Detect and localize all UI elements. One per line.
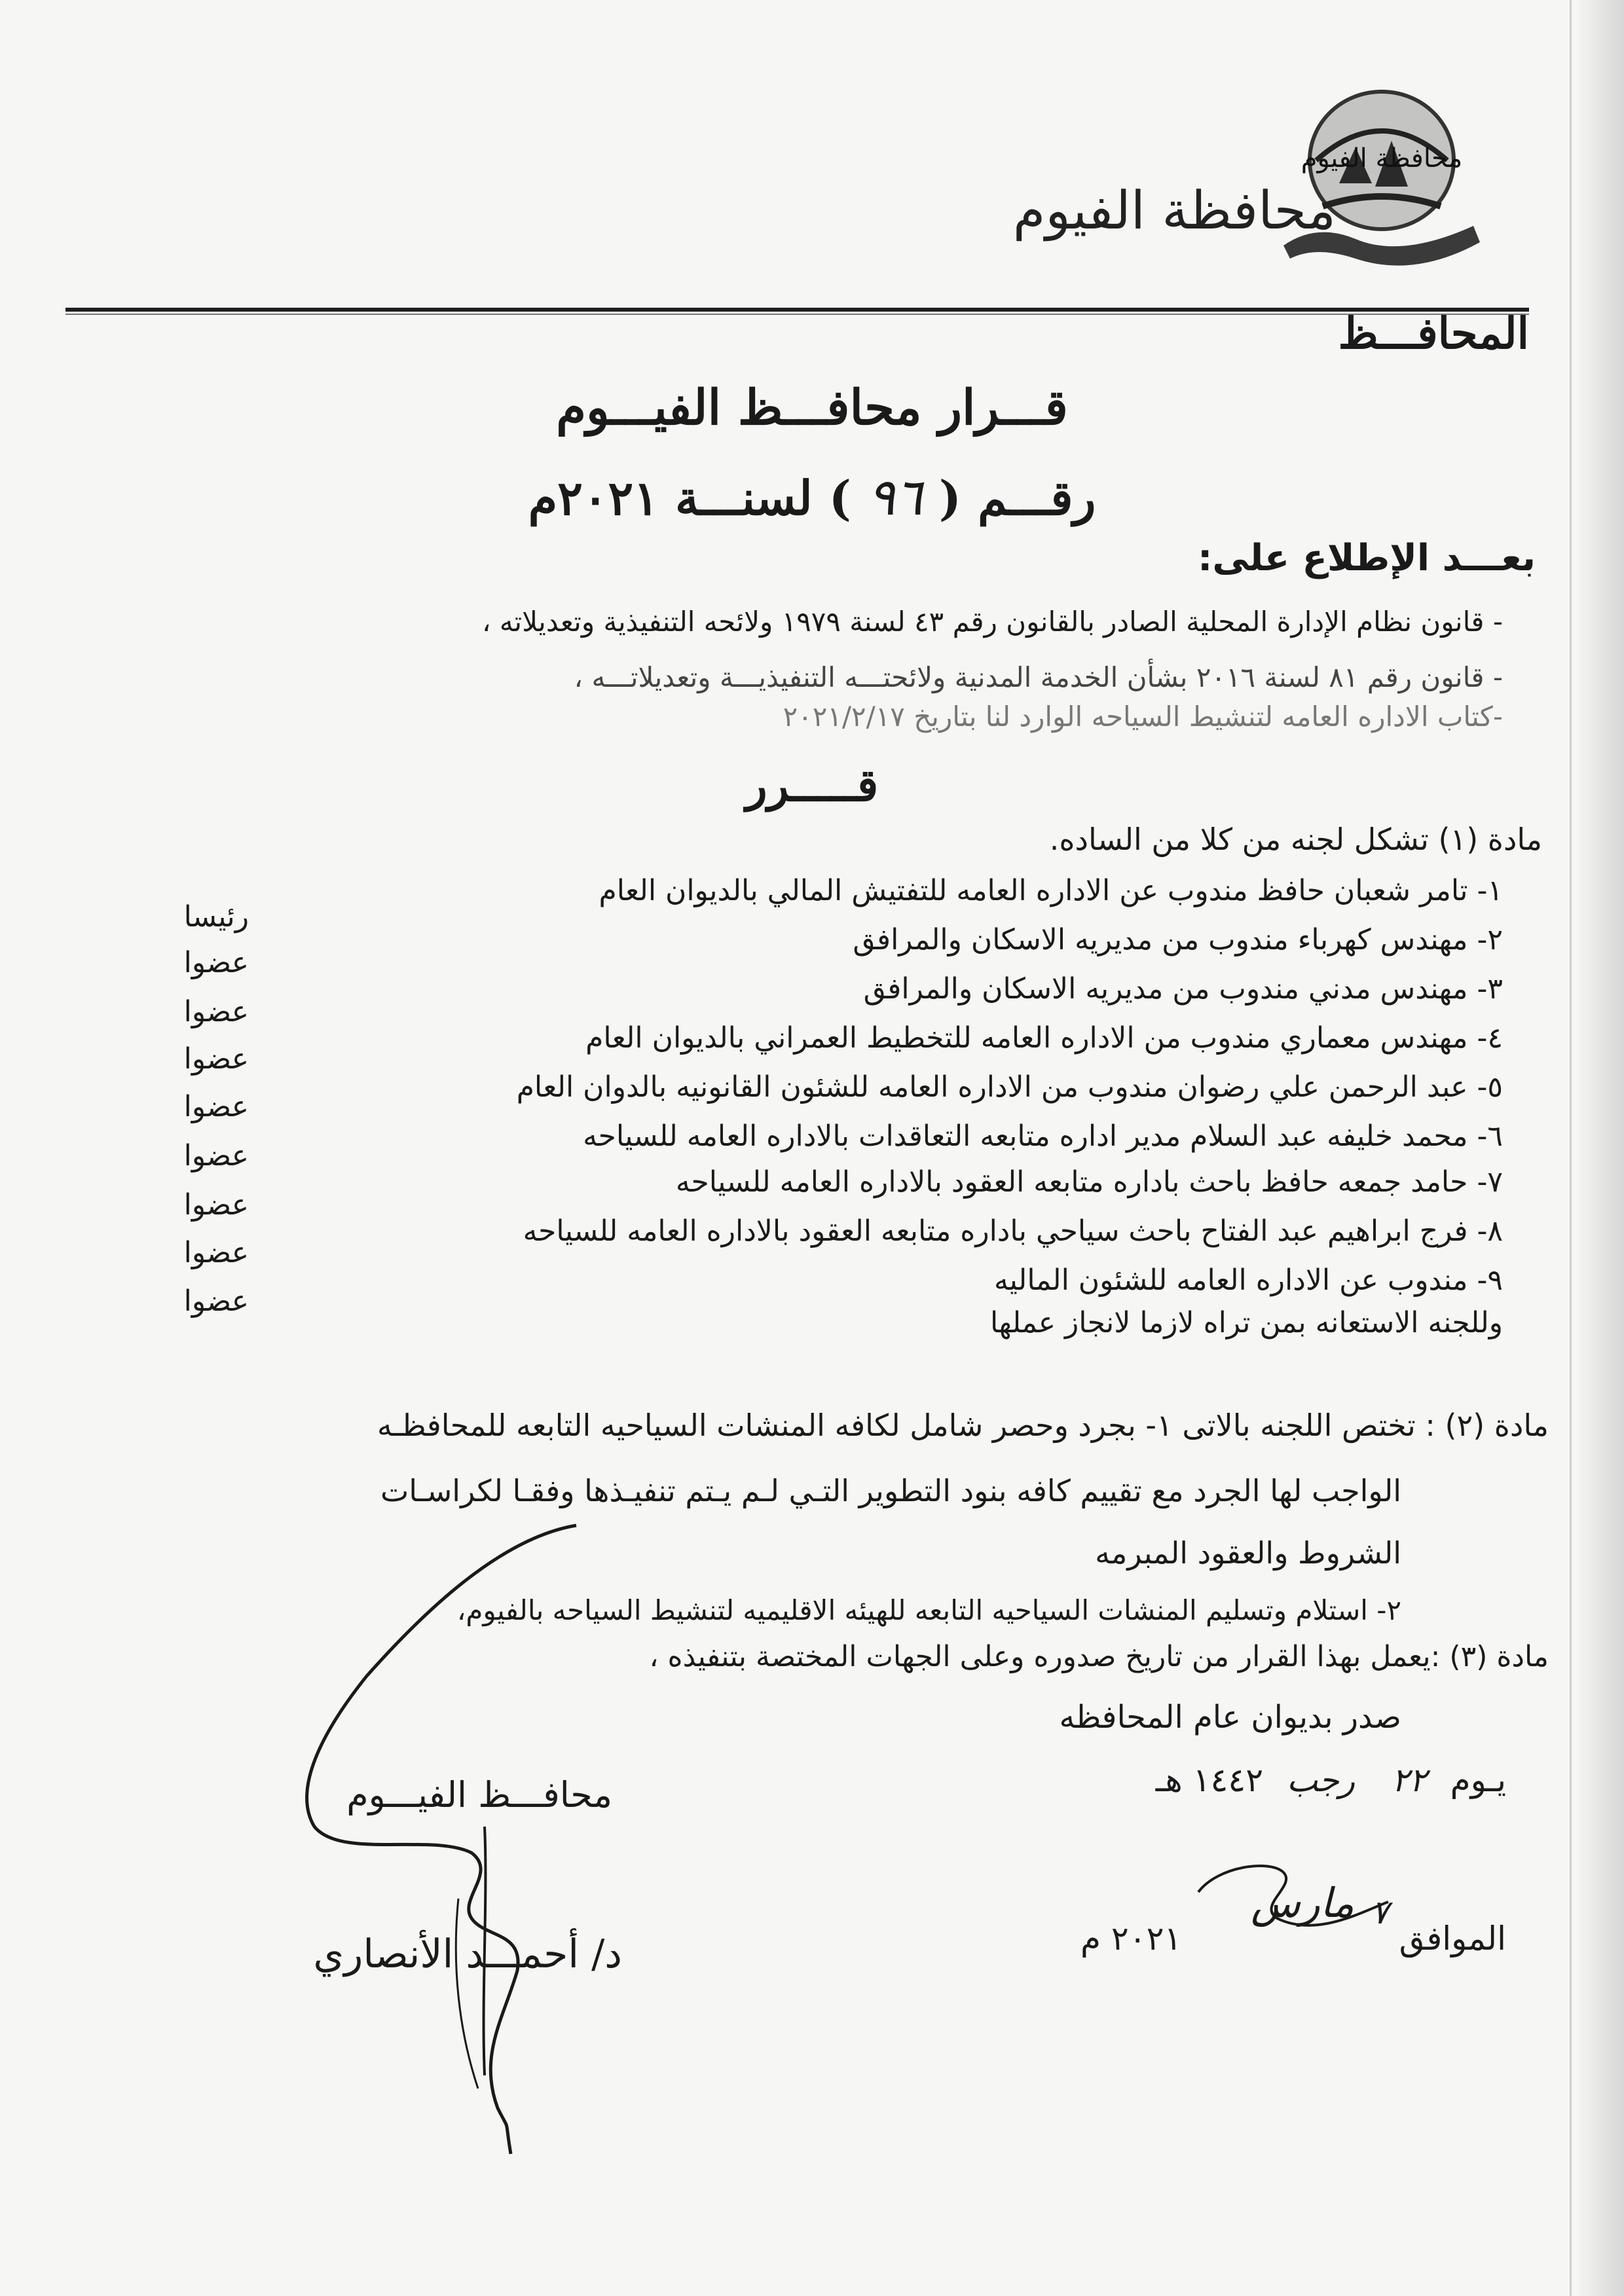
member-role: عضوا bbox=[183, 1042, 249, 1076]
hijri-date bbox=[1156, 1761, 1506, 1799]
member-role: عضوا bbox=[183, 1139, 249, 1173]
scan-edge bbox=[1578, 0, 1624, 2296]
hijri-day: ٢٢ bbox=[1392, 1761, 1427, 1799]
corresponding-label: الموافق bbox=[1399, 1920, 1506, 1958]
member-role: عضوا bbox=[183, 995, 249, 1029]
greg-month: مارس bbox=[1251, 1879, 1354, 1927]
member-line: ٥- عبد الرحمن علي رضوان مندوب من الاداره العامه للشئون القانونيه بالدوان العام bbox=[516, 1070, 1503, 1104]
article-2-line: الواجب لها الجرد مع تقييم كافه بنود التطوير التـي لـم يـتم تنفيـذها وفقـا لكراسـات bbox=[380, 1473, 1401, 1508]
greg-year: ٢٠٢١ م bbox=[1080, 1920, 1182, 1958]
preamble-heading: بعـــد الإطلاع على: bbox=[1198, 537, 1536, 579]
decision-number bbox=[0, 468, 1624, 527]
header-rule bbox=[65, 308, 1529, 312]
signatory-name: د/ أحمـــد الأنصاري bbox=[313, 1931, 622, 1977]
office-label: المحافـــظ bbox=[1338, 308, 1529, 359]
hijri-year: ١٤٤٢ هـ bbox=[1155, 1761, 1264, 1799]
decision-number-prefix: رقـــم ( bbox=[938, 470, 1096, 526]
scan-edge-line bbox=[1570, 0, 1572, 2296]
header-rule-thin bbox=[65, 314, 1529, 315]
member-line: ٤- مهندس معماري مندوب من الاداره العامه للتخطيط العمراني بالديوان العام bbox=[585, 1021, 1503, 1055]
preamble-item: -كتاب الاداره العامه لتنشيط السياحه الوارد لنا بتاريخ ٢٠٢١/٢/١٧ bbox=[783, 701, 1503, 733]
governorate-seal-icon bbox=[1277, 82, 1486, 272]
member-role: عضوا bbox=[183, 1285, 249, 1318]
article-1-intro: مادة (١) تشكل لجنه من كلا من الساده. bbox=[1049, 822, 1542, 857]
decision-title: قـــرار محافـــظ الفيـــوم bbox=[556, 380, 1068, 436]
member-line: ٩- مندوب عن الاداره العامه للشئون الماليه bbox=[994, 1264, 1503, 1297]
decision-number-suffix: ) لسنـــة ٢٠٢١م bbox=[528, 470, 851, 526]
preamble-item: - قانون نظام الإدارة المحلية الصادر بالقانون رقم ٤٣ لسنة ١٩٧٩ ولائحه التنفيذية وتعديلاته ، bbox=[481, 606, 1503, 638]
issued-place: صدر بديوان عام المحافظه bbox=[1059, 1699, 1401, 1736]
article-2-item: ٢- استلام وتسليم المنشات السياحيه التابعه للهيئه الاقليميه لتنشيط السياحه بالفيوم، bbox=[456, 1594, 1401, 1626]
article-2-line: الشروط والعقود المبرمه bbox=[1095, 1535, 1401, 1571]
day-label: يـوم bbox=[1450, 1761, 1506, 1799]
member-role: عضوا bbox=[183, 1090, 249, 1123]
member-role: رئيسا bbox=[183, 900, 249, 934]
member-line: ٧- حامد جمعه حافظ باحث باداره متابعه العقود بالاداره العامه للسياحه bbox=[675, 1165, 1503, 1199]
assistance-line: وللجنه الاستعانه بمن تراه لازما لانجاز عملها bbox=[990, 1306, 1503, 1339]
hijri-month: رجب bbox=[1286, 1761, 1356, 1799]
member-line: ٣- مهندس مدني مندوب من مديريه الاسكان والمرافق bbox=[863, 972, 1503, 1006]
article-2-line: مادة (٢) : تختص اللجنه بالاتى ١- بجرد وحصر شامل لكافه المنشات السياحيه التابعه للمحافظـه bbox=[377, 1408, 1549, 1443]
decided-heading: قـــــرر bbox=[745, 759, 879, 812]
member-role: عضوا bbox=[183, 1236, 249, 1269]
article-3: مادة (٣) :يعمل بهذا القرار من تاريخ صدوره وعلى الجهات المختصة بتنفيذه ، bbox=[649, 1640, 1549, 1673]
decision-number-value: ٩٦ bbox=[867, 468, 923, 527]
member-line: ٨- فرج ابراهيم عبد الفتاح باحث سياحي باداره متابعه العقود بالاداره العامه للسياحه bbox=[523, 1214, 1503, 1248]
preamble-item: - قانون رقم ٨١ لسنة ٢٠١٦ بشأن الخدمة المدنية ولائحتـــه التنفيذيـــة وتعديلاتـــه ، bbox=[574, 661, 1503, 693]
member-line: ٦- محمد خليفه عبد السلام مدير اداره متابعه التعاقدات بالاداره العامه للسياحه bbox=[583, 1120, 1503, 1153]
member-line: ١- تامر شعبان حافظ مندوب عن الاداره العامه للتفتيش المالي بالديوان العام bbox=[599, 874, 1503, 907]
governorate-name: محافظة الفيوم bbox=[1012, 180, 1336, 241]
seal-text: محافظة الفيوم bbox=[1301, 143, 1463, 173]
member-role: عضوا bbox=[183, 1188, 249, 1222]
member-role: عضوا bbox=[183, 946, 249, 979]
member-line: ٢- مهندس كهرباء مندوب من مديريه الاسكان والمرافق bbox=[853, 923, 1503, 957]
greg-day: ٧ bbox=[1371, 1893, 1389, 1931]
gregorian-date bbox=[1080, 1879, 1506, 1959]
signatory-title: محافـــظ الفيـــوم bbox=[346, 1774, 612, 1815]
